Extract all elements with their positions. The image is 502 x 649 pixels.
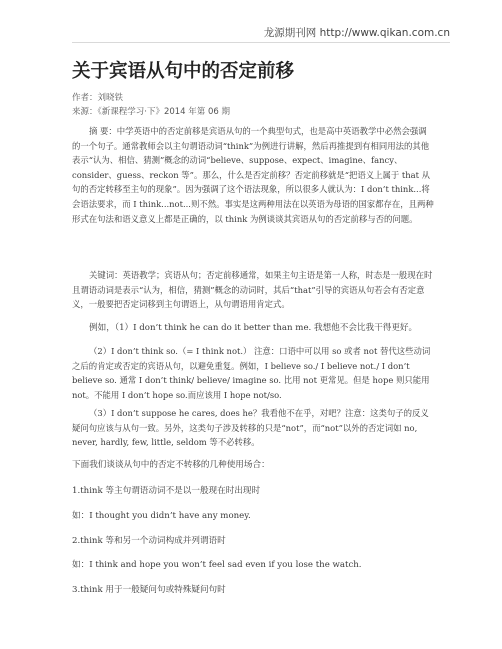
header-divider [72,42,450,43]
case-2-example: 如：I think and hope you won’t feel sad even if you lose the watch. [72,560,362,570]
case-3-heading: 3.think 用于一般疑问句或特殊疑问句时 [72,585,226,595]
point-2-paragraph: （2）I don’t think so.（= I think not.） 注意：口语中可以用 so 或者 not 替代这些动词之后的肯定或否定的宾语从句，以避免重复。例如，I believe so./ I believe not./ I don’t believe so. 通常 I don’t think/ believe/ imagine so. 比用 not 更常见。但是 hope 则只能用 not。不能用 I don’t hope so.而应该用 I hope not/so. [72,346,431,400]
author-line: 作者：刘晓铁 [72,93,124,103]
example-1: 例如，（1）I don’t think he can do it better than me. 我想他不会比我干得更好。 [89,323,418,333]
point-3-paragraph: （3）I don’t suppose he cares, does he？我看他不在乎，对吧？注意：这类句子的反义疑问句应该与从句一致。另外，这类句子涉及转移的只是“not”，而“not”以外的否定词如 no, never, hardly, few, little, seldom 等不必转移。 [72,408,429,448]
site-header: 龙源期刊网 http://www.qikan.com.cn [263,27,450,39]
source-line: 来源：《新课程学习·下》2014 年第 06 期 [72,107,231,117]
case-2-heading: 2.think 等和另一个动词构成并列谓语时 [72,536,226,546]
case-1-heading: 1.think 等主句谓语动词不是以一般现在时出现时 [72,486,261,496]
keywords-paragraph: 关键词：英语教学；宾语从句；否定前移通常，如果主句主语是第一人称，时态是一般现在时且谓语动词是表示“认为，相信，猜测”概念的动词时，其后“that”引导的宾语从句若会有否定意义，一般要把否定词移到主句谓语上，从句谓语用肯定式。 [72,270,433,310]
case-1-example: 如：I thought you didn’t have any money. [72,511,251,521]
abstract-paragraph: 摘 要：中学英语中的否定前移是宾语从句的一个典型句式，也是高中英语教学中必然会强调的一个句子。通常教师会以主句谓语动词“think”为例进行讲解，然后再推提到有相同用法的其他表示“认为、相信、猜测”概念的动词“believe、suppose、expect、imagine、fancy、consider、guess、reckon 等”。那么，什么是否定前移？否定前移就是“把语义上属于 that 从句的否定转移至主句的现象”。因为强调了这个语法现象，所以很多人就认为：I don’t think...将会语法要求，而 I think...not...则不然。事实是这两种用法在以英语为母语的国家都存在，且两种形式在句法和语义意义上都是正确的，以 think 为例谈谈其宾语从句的否定前移与否的问题。 [72,126,434,224]
article-title: 关于宾语从句中的否定前移 [72,61,295,82]
intro-line: 下面我们谈谈从句中的否定不转移的几种使用场合： [72,460,270,470]
